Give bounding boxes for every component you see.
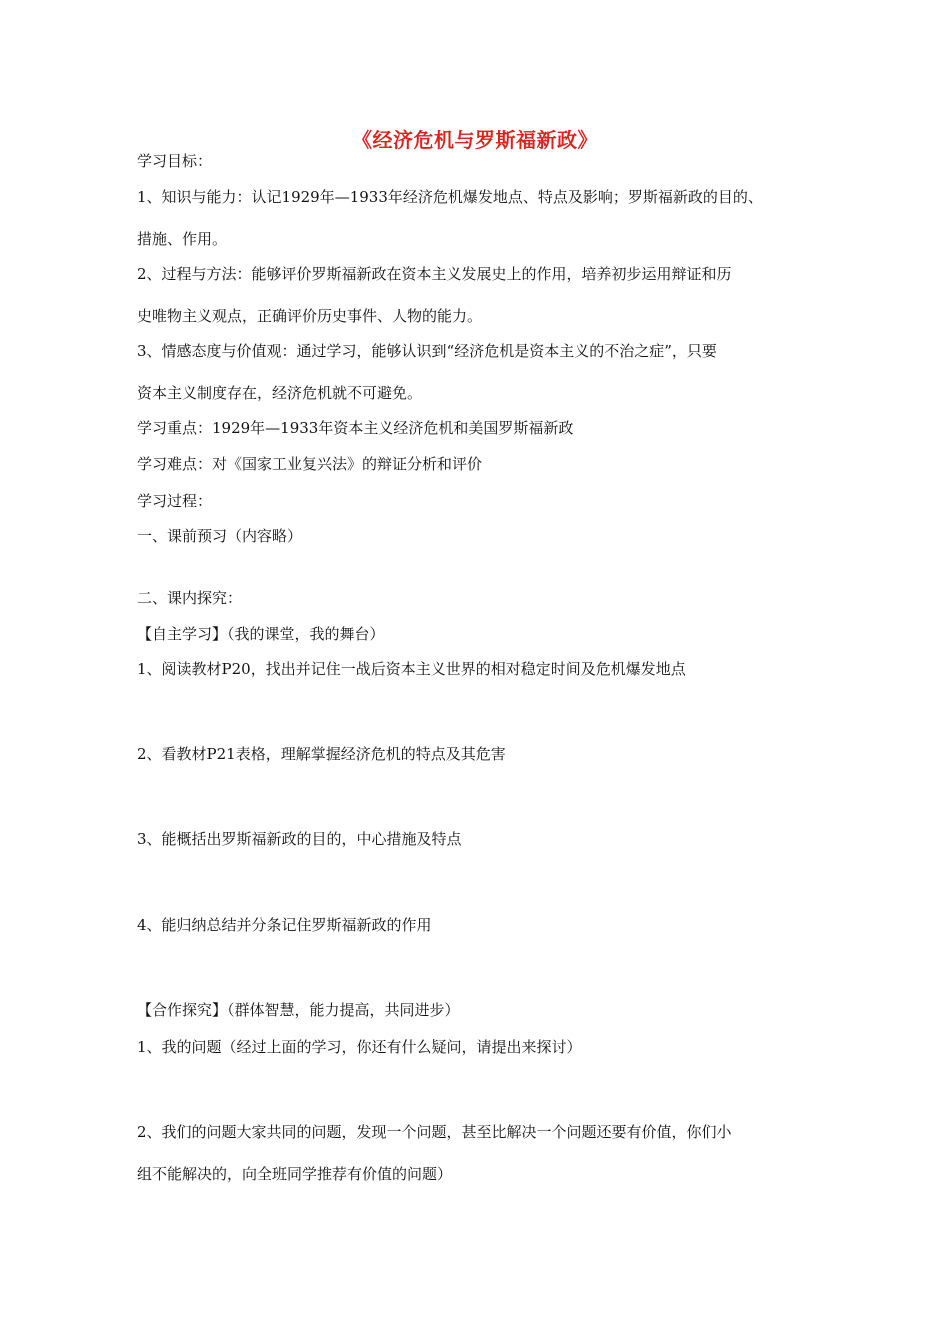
self-study-heading: 【自主学习】（我的课堂，我的舞台） xyxy=(137,625,385,643)
objective-3-line-1: 3、情感态度与价值观：通过学习，能够认识到“经济危机是资本主义的不治之症”，只要 xyxy=(137,342,717,360)
document-title: 《经济危机与罗斯福新政》 xyxy=(352,128,598,152)
self-study-item-2: 2、看教材P21表格，理解掌握经济危机的特点及其危害 xyxy=(137,745,506,763)
cooperative-item-1: 1、我的问题（经过上面的学习，你还有什么疑问，请提出来探讨） xyxy=(137,1038,582,1056)
self-study-item-3: 3、能概括出罗斯福新政的目的，中心措施及特点 xyxy=(137,830,462,848)
objective-1-line-2: 措施、作用。 xyxy=(137,230,228,248)
learning-objectives-heading: 学习目标： xyxy=(137,152,213,170)
self-study-item-1: 1、阅读教材P20，找出并记住一战后资本主义世界的相对稳定时间及危机爆发地点 xyxy=(137,660,686,678)
objective-2-line-1: 2、过程与方法：能够评价罗斯福新政在资本主义发展史上的作用，培养初步运用辩证和历 xyxy=(137,265,732,283)
cooperative-item-2-line-2: 组不能解决的，向全班同学推荐有价值的问题） xyxy=(137,1165,453,1183)
objective-1-line-1: 1、知识与能力：认记1929年—1933年经济危机爆发地点、特点及影响；罗斯福新政的目的、 xyxy=(137,188,763,206)
learning-process-heading: 学习过程： xyxy=(137,492,213,510)
cooperative-item-2-line-1: 2、我们的问题大家共同的问题，发现一个问题，甚至比解决一个问题还要有价值，你们小 xyxy=(137,1123,732,1141)
section-inquiry-heading: 二、课内探究： xyxy=(137,589,243,607)
cooperative-inquiry-heading: 【合作探究】（群体智慧，能力提高，共同进步） xyxy=(137,1001,460,1019)
objective-3-line-2: 资本主义制度存在，经济危机就不可避免。 xyxy=(137,384,423,402)
key-points-line: 学习重点：1929年—1933年资本主义经济危机和美国罗斯福新政 xyxy=(137,419,574,437)
difficult-points-line: 学习难点：对《国家工业复兴法》的辩证分析和评价 xyxy=(137,455,483,473)
objective-2-line-2: 史唯物主义观点，正确评价历史事件、人物的能力。 xyxy=(137,307,483,325)
self-study-item-4: 4、能归纳总结并分条记住罗斯福新政的作用 xyxy=(137,916,432,934)
section-preview-heading: 一、课前预习（内容略） xyxy=(137,527,303,545)
